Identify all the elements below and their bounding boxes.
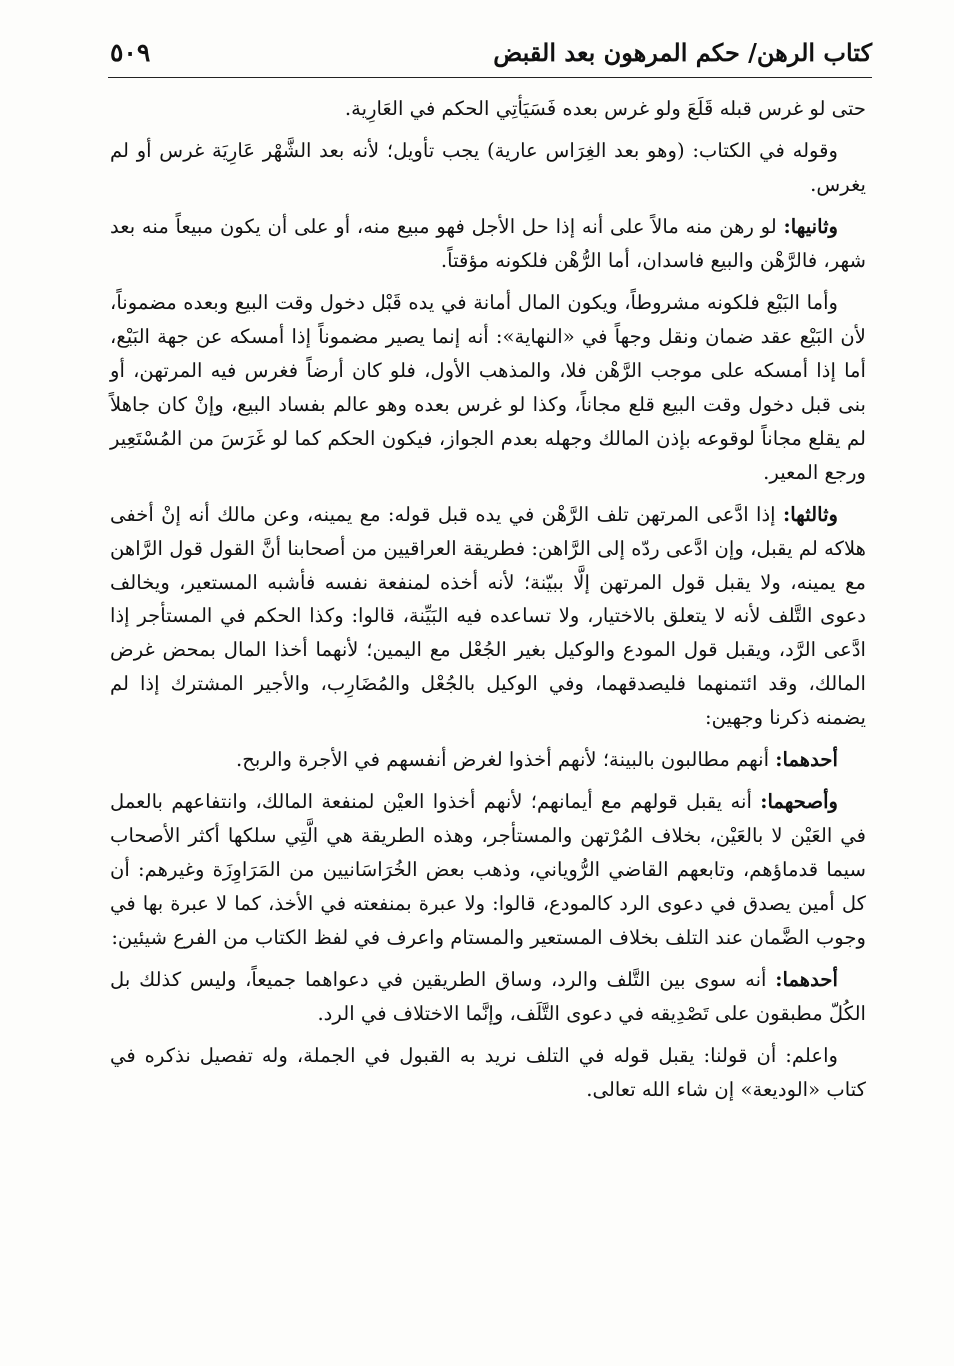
page-number: ٥٠٩	[110, 37, 151, 67]
paragraph-lead: وثالثها:	[782, 502, 838, 526]
paragraph-text: إذا ادَّعى المرتهن تلف الرَّهْن في يده قبل قوله: مع يمينه، وعن مالك أنه إنْ أخفى هلاكه لم يقبل، وإن ادَّعى ردّه إلى الرَّاهن: فطريقة العراقيين من أصحابنا أنَّ القول قول الرَّاهن مع يمينه، ولا يقبل قول المرتهن إلَّا ببيّنة؛ لأنه أخذه لمنفعة نفسه فأشبه المستعير، ويخالف دعوى التَّلف لأنه لا يتعلق بالاختيار، ولا تساعده فيه البَيِّنة، قالوا: وكذا الحكم في المستأجر إذا ادَّعى الرَّد، ويقبل قول المودع والوكيل بغير الجُعْل مع اليمين؛ لأنهما أخذا المال بمحض غرض المالك، وقد ائتمنهما فليصدقهما، وفي الوكيل بالجُعْل والمُضَارِب، والأجير المشترك إذا لم يضمنه ذكرنا وجهين:	[110, 502, 866, 730]
paragraph-text: وأما البَيْع فلكونه مشروطاً، ويكون المال أمانة في يده قَبْل دخول وقت البيع وبعده مضموناً، لأن البَيْع عقد ضمان ونقل وجهاً في «النهاية»: أنه إنما يصير مضموناً إذا أمسكه عن جهة البَيْع، أما إذا أمسكه على موجب الرَّهْن فلا، والمذهب الأول، فلو كان أرضاً فغرس فيه المرتهن، أو بنى قبل دخول وقت البيع قلع مجاناً، وكذا لو غرس بعده وهو عالم بفساد البيع، وإنْ كان جاهلاً لم يقلع مجاناً لوقوعه بإذن المالك وجهله بعدم الجواز، فيكون الحكم كما لو غَرَسَ من المُسْتَعِير ورجع المعير.	[110, 291, 866, 484]
paragraph	[110, 210, 866, 278]
paragraph-text: وقوله في الكتاب: (وهو بعد الغِرَاس عارية) يجب تأويل؛ لأنه بعد الشَّهْر عَارِيَة غرس أو لم يغرس.	[110, 139, 866, 196]
paragraph-text: واعلم: أن قولنا: يقبل قوله في التلف نريد به القبول في الجملة، وله تفصيل نذكره في كتاب «الوديعة» إن شاء الله تعالى.	[110, 1044, 866, 1101]
paragraph-text: لو رهن منه مالاً على أنه إذا حل الأجل فهو مبيع منه، أو على أن يكون مبيعاً منه بعد شهر، فالرَّهْن والبيع فاسدان، أما الرُّهْن فلكونه مؤقتاً.	[110, 215, 866, 272]
paragraph-lead: أحدهما:	[775, 748, 838, 772]
header-rule	[108, 77, 872, 78]
paragraph	[110, 1039, 866, 1107]
paragraph	[110, 92, 866, 126]
paragraph	[110, 963, 866, 1031]
paragraph	[110, 743, 866, 777]
paragraph	[110, 785, 866, 955]
paragraph-lead: وثانيها:	[783, 215, 838, 239]
paragraph-lead: أحدهما:	[775, 968, 838, 992]
paragraph-text: أنهم مطالبون بالبينة؛ لأنهم أخذوا لغرض أنفسهم في الأجرة والربح.	[235, 748, 776, 772]
paragraph-lead: وأصحهما:	[760, 790, 838, 814]
running-header	[110, 30, 872, 74]
paragraph	[110, 286, 866, 489]
paragraph-text: أنه سوى بين التَّلف والرد، وساق الطريقين في دعواهما جميعاً، وليس كذلك بل الكُلّ مطبقون على تَصْدِيقه في دعوى التَّلَف، وإنَّما الاختلاف في الرد.	[110, 968, 866, 1025]
body-text	[110, 92, 866, 1115]
paragraph	[110, 134, 866, 202]
header-title: كتاب الرهن/ حكم المرهون بعد القبض	[493, 37, 872, 67]
paragraph-text: أنه يقبل قولهم مع أيمانهم؛ لأنهم أخذوا العيْن لمنفعة المالك، وانتفاعهم بالعمل في العَيْن لا بالعَيْن، بخلاف المُرْتهن والمستأجر، وهذه الطريقة هي الَّتِي سلكها أكثر الأصحاب سيما قدماؤهم، وتابعهم القاضي الرُّوياني، وذهب بعض الخُرَاسَانيين من المَرَاوِزَة وغيرهم: أن كل أمين يصدق في دعوى الرد كالمودع، قالوا: ولا عبرة بمنفعته في الأخذ، كما لا عبرة بها في وجوب الضَّمان عند التلف بخلاف المستعير والمستام واعرف في لفظ الكتاب من الفرع شيئين:	[110, 790, 866, 949]
paragraph	[110, 498, 866, 735]
paragraph-text: حتى لو غرس قبله قَلَعَ ولو غرس بعده فَسَيَأتِي الحكم في العَارِية.	[344, 97, 866, 120]
